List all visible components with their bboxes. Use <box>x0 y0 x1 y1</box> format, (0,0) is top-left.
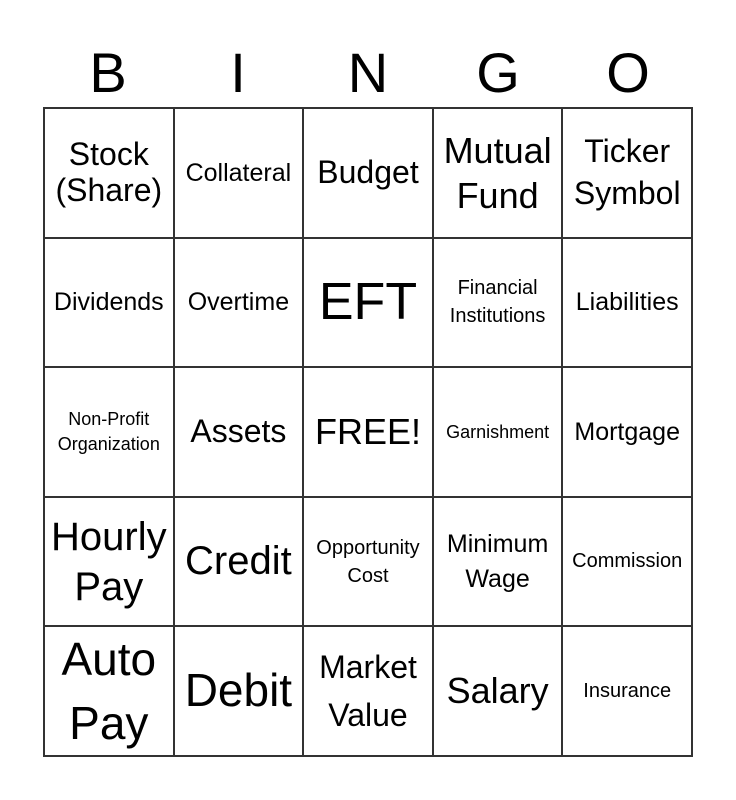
cell-label: Overtime <box>187 288 290 317</box>
bingo-cell[interactable] <box>303 108 433 238</box>
bingo-cell[interactable] <box>562 626 692 756</box>
cell-label: Auto Pay <box>61 632 157 750</box>
cell-label: Hourly Pay <box>51 514 167 609</box>
cell-label: Insurance <box>583 680 672 702</box>
bingo-header <box>43 38 693 108</box>
header-letter-n: N <box>347 41 389 104</box>
bingo-cell[interactable] <box>174 497 304 627</box>
bingo-free-cell[interactable] <box>303 367 433 497</box>
bingo-cell[interactable] <box>303 238 433 368</box>
cell-label: Commission <box>572 550 683 573</box>
cell-label: Assets <box>190 413 287 450</box>
bingo-cell[interactable] <box>44 626 174 756</box>
bingo-cell[interactable] <box>433 367 563 497</box>
bingo-cell[interactable] <box>44 238 174 368</box>
cell-label: Credit <box>185 539 292 584</box>
cell-label: Mortgage <box>574 417 680 446</box>
cell-label: Budget <box>317 153 419 190</box>
bingo-cell[interactable] <box>44 497 174 627</box>
bingo-cell[interactable] <box>433 497 563 627</box>
free-space-label: FREE! <box>314 410 421 452</box>
bingo-cell[interactable] <box>174 238 304 368</box>
bingo-cell[interactable] <box>44 367 174 497</box>
cell-label: Market Value <box>319 649 417 734</box>
bingo-board <box>43 107 693 757</box>
cell-label: EFT <box>318 273 418 332</box>
cell-label: Salary <box>446 670 549 712</box>
bingo-cell[interactable] <box>433 238 563 368</box>
cell-label: Financial Institutions <box>449 277 546 328</box>
bingo-cell[interactable] <box>174 626 304 756</box>
cell-label: Collateral <box>185 158 292 187</box>
cell-label: Garnishment <box>446 421 550 442</box>
bingo-cell[interactable] <box>562 238 692 368</box>
cell-label: Dividends <box>53 288 164 317</box>
header-letter-b: B <box>89 41 127 104</box>
bingo-cell[interactable] <box>174 108 304 238</box>
bingo-cell[interactable] <box>562 108 692 238</box>
bingo-cell[interactable] <box>562 497 692 627</box>
bingo-cell[interactable] <box>174 367 304 497</box>
header-letter-g: G <box>476 41 520 104</box>
cell-label: Ticker Symbol <box>573 133 681 211</box>
bingo-cell[interactable] <box>303 626 433 756</box>
bingo-cell[interactable] <box>44 108 174 238</box>
bingo-cell[interactable] <box>303 497 433 627</box>
cell-label: Stock (Share) <box>55 135 163 208</box>
cell-label: Debit <box>184 664 293 717</box>
bingo-cell[interactable] <box>562 367 692 497</box>
cell-label: Opportunity Cost <box>316 536 420 587</box>
cell-label: Non-Profit Organization <box>57 408 160 454</box>
header-letter-i: I <box>230 41 246 104</box>
bingo-cell[interactable] <box>433 626 563 756</box>
bingo-cell[interactable] <box>433 108 563 238</box>
cell-label: Liabilities <box>575 288 679 317</box>
cell-label: Mutual Fund <box>443 129 552 216</box>
cell-label: Minimum Wage <box>446 529 549 593</box>
header-letter-o: O <box>606 41 650 104</box>
